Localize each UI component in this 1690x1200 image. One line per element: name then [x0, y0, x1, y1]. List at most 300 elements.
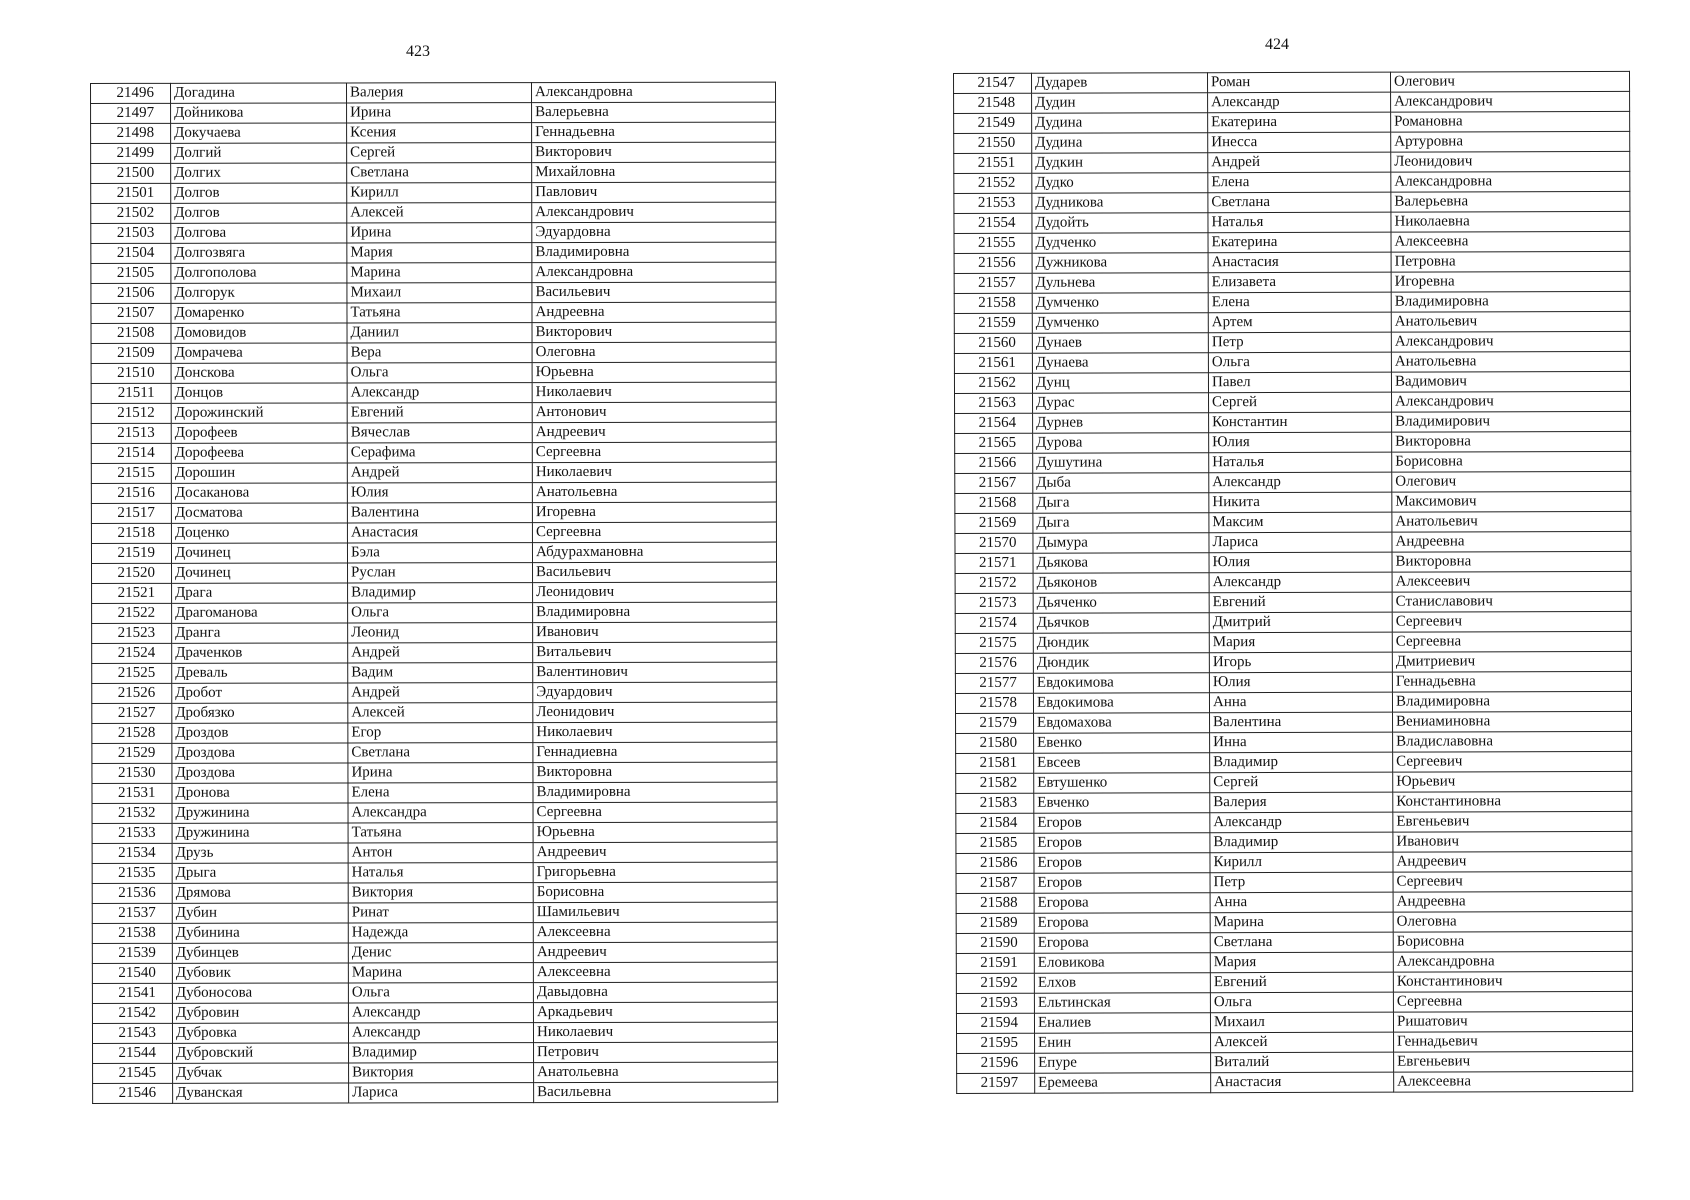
record-number-cell: 21582 — [956, 773, 1034, 793]
page-number-right: 424 — [1265, 36, 1289, 53]
record-number-cell: 21575 — [955, 633, 1033, 653]
table-row — [91, 262, 776, 283]
given-name-cell: Андрей — [348, 683, 533, 703]
given-name-cell: Наталья — [1208, 212, 1391, 233]
table-row — [954, 171, 1630, 193]
given-name-cell: Лариса — [349, 1083, 534, 1103]
record-number-cell: 21530 — [92, 763, 172, 783]
given-name-cell: Петр — [1210, 872, 1393, 893]
given-name-cell: Денис — [348, 943, 533, 963]
surname-cell: Дунаева — [1032, 353, 1208, 374]
surname-cell: Драченков — [172, 643, 348, 663]
given-name-cell: Евгений — [1209, 592, 1392, 613]
patronymic-cell: Иванович — [533, 622, 777, 643]
record-number-cell: 21580 — [956, 733, 1034, 753]
patronymic-cell: Григорьевна — [533, 862, 777, 883]
surname-cell: Драга — [172, 583, 348, 603]
table-row — [92, 942, 777, 963]
table-row — [92, 762, 777, 783]
table-row — [956, 991, 1632, 1013]
surname-cell: Еловикова — [1034, 953, 1210, 974]
table-row — [956, 771, 1632, 793]
surname-cell: Дорожинский — [171, 403, 347, 423]
patronymic-cell: Давыдовна — [533, 982, 777, 1003]
surname-cell: Дьячков — [1033, 613, 1209, 634]
table-row — [955, 431, 1631, 453]
surname-cell: Дубровский — [173, 1043, 349, 1063]
patronymic-cell: Юрьевич — [1393, 771, 1632, 792]
patronymic-cell: Андреевна — [532, 302, 776, 323]
table-row — [954, 231, 1630, 253]
given-name-cell: Татьяна — [348, 823, 533, 843]
table-row — [91, 182, 776, 203]
table-row — [955, 411, 1631, 433]
patronymic-cell: Владимирович — [1392, 411, 1631, 432]
table-row — [92, 862, 777, 883]
given-name-cell: Алексей — [348, 703, 533, 723]
table-row — [956, 891, 1632, 913]
surname-cell: Дудко — [1032, 173, 1208, 194]
given-name-cell: Марина — [348, 963, 533, 983]
patronymic-cell: Владимировна — [1392, 691, 1631, 712]
given-name-cell: Владимир — [349, 1043, 534, 1063]
record-number-cell: 21502 — [91, 203, 171, 223]
table-row — [92, 902, 777, 923]
table-row — [954, 351, 1630, 373]
table-row — [92, 1022, 777, 1043]
surname-cell: Долгова — [171, 223, 347, 243]
record-number-cell: 21548 — [954, 93, 1032, 113]
patronymic-cell: Петровна — [1391, 251, 1630, 272]
given-name-cell: Андрей — [1208, 152, 1391, 173]
given-name-cell: Максим — [1209, 512, 1392, 533]
record-number-cell: 21512 — [91, 403, 171, 423]
patronymic-cell: Евгеньевич — [1393, 811, 1632, 832]
surname-cell: Дудин — [1032, 93, 1208, 114]
page-number-left: 423 — [406, 43, 430, 60]
table-row — [956, 871, 1632, 893]
given-name-cell: Юлия — [1209, 672, 1392, 693]
given-name-cell: Александр — [1208, 92, 1391, 113]
record-number-cell: 21562 — [954, 373, 1032, 393]
record-number-cell: 21537 — [92, 903, 172, 923]
surname-cell: Дьяконов — [1033, 573, 1209, 594]
surname-cell: Елхов — [1034, 973, 1210, 994]
table-row — [955, 571, 1631, 593]
patronymic-cell: Сергеевна — [533, 802, 777, 823]
table-row — [92, 842, 777, 863]
record-number-cell: 21552 — [954, 173, 1032, 193]
record-number-cell: 21496 — [91, 83, 171, 103]
patronymic-cell: Борисовна — [1392, 451, 1631, 472]
patronymic-cell: Владимировна — [532, 242, 776, 263]
surname-cell: Дубинина — [172, 923, 348, 943]
record-number-cell: 21505 — [91, 263, 171, 283]
surname-cell: Дюндик — [1033, 633, 1209, 654]
table-row — [91, 242, 776, 263]
given-name-cell: Наталья — [348, 863, 533, 883]
surname-cell: Дойникова — [171, 103, 347, 123]
table-row — [955, 551, 1631, 573]
surname-cell: Егорова — [1034, 913, 1210, 934]
patronymic-cell: Викторовна — [1392, 431, 1631, 452]
record-number-cell: 21516 — [91, 483, 171, 503]
record-number-cell: 21558 — [954, 293, 1032, 313]
table-row — [93, 1042, 778, 1063]
given-name-cell: Александр — [1209, 572, 1392, 593]
table-row — [955, 691, 1631, 713]
record-number-cell: 21522 — [92, 603, 172, 623]
patronymic-cell: Александровна — [532, 82, 776, 103]
given-name-cell: Владимир — [1210, 832, 1393, 853]
surname-cell: Дунц — [1032, 373, 1208, 394]
surname-cell: Дударев — [1032, 73, 1208, 94]
record-number-cell: 21499 — [91, 143, 171, 163]
patronymic-cell: Викторович — [532, 142, 776, 163]
surname-cell: Егорова — [1034, 933, 1210, 954]
table-row — [92, 562, 777, 583]
record-number-cell: 21531 — [92, 783, 172, 803]
table-row — [91, 402, 776, 423]
record-number-cell: 21533 — [92, 823, 172, 843]
given-name-cell: Ольга — [347, 363, 532, 383]
table-row — [955, 531, 1631, 553]
surname-cell: Дудченко — [1032, 233, 1208, 254]
surname-cell: Евенко — [1034, 733, 1210, 754]
given-name-cell: Мария — [347, 243, 532, 263]
record-number-cell: 21574 — [955, 613, 1033, 633]
surname-cell: Дудина — [1032, 113, 1208, 134]
table-row — [92, 642, 777, 663]
given-name-cell: Татьяна — [347, 303, 532, 323]
record-number-cell: 21556 — [954, 253, 1032, 273]
patronymic-cell: Сергеевна — [1393, 991, 1632, 1012]
patronymic-cell: Леонидович — [533, 582, 777, 603]
table-row — [954, 251, 1630, 273]
table-row — [92, 682, 777, 703]
given-name-cell: Валерия — [1210, 792, 1393, 813]
table-row — [956, 971, 1632, 993]
table-row — [955, 591, 1631, 613]
surname-cell: Долгополова — [171, 263, 347, 283]
record-number-cell: 21566 — [955, 453, 1033, 473]
patronymic-cell: Анатольевич — [1391, 311, 1630, 332]
record-number-cell: 21564 — [955, 413, 1033, 433]
given-name-cell: Константин — [1209, 412, 1392, 433]
surname-cell: Дубровка — [172, 1023, 348, 1043]
table-row — [92, 1002, 777, 1023]
table-row — [956, 711, 1632, 733]
surname-cell: Енин — [1035, 1033, 1211, 1054]
surname-cell: Еналиев — [1034, 1013, 1210, 1034]
surname-cell: Доценко — [171, 523, 347, 543]
given-name-cell: Андрей — [347, 463, 532, 483]
table-row — [91, 142, 776, 163]
given-name-cell: Вячеслав — [347, 423, 532, 443]
record-number-cell: 21588 — [956, 893, 1034, 913]
surname-cell: Докучаева — [171, 123, 347, 143]
patronymic-cell: Васильевич — [533, 562, 777, 583]
patronymic-cell: Дмитриевич — [1392, 651, 1631, 672]
patronymic-cell: Алексеевна — [1394, 1071, 1633, 1092]
table-row — [92, 622, 777, 643]
surname-cell: Дурова — [1033, 433, 1209, 454]
given-name-cell: Вадим — [348, 663, 533, 683]
record-number-cell: 21595 — [957, 1033, 1035, 1053]
given-name-cell: Бэла — [347, 543, 532, 563]
patronymic-cell: Андреевич — [533, 942, 777, 963]
patronymic-cell: Николаевич — [532, 382, 776, 403]
given-name-cell: Марина — [1210, 912, 1393, 933]
given-name-cell: Кирилл — [1210, 852, 1393, 873]
table-row — [92, 922, 777, 943]
record-number-cell: 21506 — [91, 283, 171, 303]
table-row — [91, 542, 776, 563]
patronymic-cell: Викторович — [532, 322, 776, 343]
given-name-cell: Алексей — [1211, 1032, 1394, 1053]
given-name-cell: Александр — [347, 383, 532, 403]
table-row — [92, 802, 777, 823]
surname-cell: Дроздова — [172, 743, 348, 763]
given-name-cell: Екатерина — [1208, 232, 1391, 253]
given-name-cell: Ринат — [348, 903, 533, 923]
patronymic-cell: Юрьевна — [533, 822, 777, 843]
record-number-cell: 21586 — [956, 853, 1034, 873]
patronymic-cell: Андреевич — [1393, 851, 1632, 872]
surname-cell: Домовидов — [171, 323, 347, 343]
record-number-cell: 21511 — [91, 383, 171, 403]
patronymic-cell: Александрович — [1391, 91, 1630, 112]
record-number-cell: 21594 — [956, 1013, 1034, 1033]
patronymic-cell: Андреевич — [532, 422, 776, 443]
table-row — [92, 602, 777, 623]
given-name-cell: Павел — [1208, 372, 1391, 393]
record-number-cell: 21565 — [955, 433, 1033, 453]
surname-cell: Долгорук — [171, 283, 347, 303]
surname-cell: Дыба — [1033, 473, 1209, 494]
given-name-cell: Юлия — [1209, 432, 1392, 453]
patronymic-cell: Андреевна — [1392, 531, 1631, 552]
record-number-cell: 21584 — [956, 813, 1034, 833]
table-row — [91, 102, 776, 123]
given-name-cell: Елена — [1208, 172, 1391, 193]
roster-table-left — [90, 82, 778, 1104]
patronymic-cell: Игоревна — [532, 502, 776, 523]
table-row — [957, 1071, 1633, 1093]
record-number-cell: 21500 — [91, 163, 171, 183]
record-number-cell: 21524 — [92, 643, 172, 663]
patronymic-cell: Васильевич — [532, 282, 776, 303]
given-name-cell: Юлия — [347, 483, 532, 503]
surname-cell: Дудина — [1032, 133, 1208, 154]
surname-cell: Думченко — [1032, 293, 1208, 314]
patronymic-cell: Андреевна — [1393, 891, 1632, 912]
surname-cell: Долгозвяга — [171, 243, 347, 263]
given-name-cell: Сергей — [1210, 772, 1393, 793]
surname-cell: Досматова — [171, 503, 347, 523]
record-number-cell: 21577 — [955, 673, 1033, 693]
record-number-cell: 21572 — [955, 573, 1033, 593]
record-number-cell: 21581 — [956, 753, 1034, 773]
record-number-cell: 21527 — [92, 703, 172, 723]
given-name-cell: Андрей — [348, 643, 533, 663]
surname-cell: Дроздова — [172, 763, 348, 783]
patronymic-cell: Олеговна — [532, 342, 776, 363]
given-name-cell: Дмитрий — [1209, 612, 1392, 633]
given-name-cell: Анна — [1209, 692, 1392, 713]
record-number-cell: 21519 — [91, 543, 171, 563]
record-number-cell: 21585 — [956, 833, 1034, 853]
record-number-cell: 21592 — [956, 973, 1034, 993]
record-number-cell: 21498 — [91, 123, 171, 143]
record-number-cell: 21507 — [91, 303, 171, 323]
patronymic-cell: Анатольевна — [534, 1062, 778, 1083]
patronymic-cell: Ришатович — [1393, 1011, 1632, 1032]
table-row — [92, 822, 777, 843]
surname-cell: Дудникова — [1032, 193, 1208, 214]
patronymic-cell: Борисовна — [1393, 931, 1632, 952]
record-number-cell: 21551 — [954, 153, 1032, 173]
record-number-cell: 21559 — [954, 313, 1032, 333]
record-number-cell: 21504 — [91, 243, 171, 263]
surname-cell: Догадина — [171, 83, 347, 103]
table-row — [91, 82, 776, 103]
table-row — [91, 162, 776, 183]
given-name-cell: Руслан — [348, 563, 533, 583]
record-number-cell: 21576 — [955, 653, 1033, 673]
given-name-cell: Виталий — [1211, 1052, 1394, 1073]
surname-cell: Дымура — [1033, 533, 1209, 554]
surname-cell: Дыга — [1033, 513, 1209, 534]
surname-cell: Дьякова — [1033, 553, 1209, 574]
surname-cell: Донцов — [171, 383, 347, 403]
given-name-cell: Антон — [348, 843, 533, 863]
given-name-cell: Юлия — [1209, 552, 1392, 573]
record-number-cell: 21583 — [956, 793, 1034, 813]
surname-cell: Егоров — [1034, 853, 1210, 874]
record-number-cell: 21597 — [957, 1073, 1035, 1093]
given-name-cell: Егор — [348, 723, 533, 743]
table-row — [91, 322, 776, 343]
patronymic-cell: Васильевна — [534, 1082, 778, 1103]
given-name-cell: Серафима — [347, 443, 532, 463]
record-number-cell: 21503 — [91, 223, 171, 243]
patronymic-cell: Владиславовна — [1393, 731, 1632, 752]
surname-cell: Думченко — [1032, 313, 1208, 334]
table-row — [955, 451, 1631, 473]
given-name-cell: Елизавета — [1208, 272, 1391, 293]
surname-cell: Дульнева — [1032, 273, 1208, 294]
given-name-cell: Инна — [1210, 732, 1393, 753]
table-row — [92, 702, 777, 723]
surname-cell: Егорова — [1034, 893, 1210, 914]
given-name-cell: Лариса — [1209, 532, 1392, 553]
patronymic-cell: Сергеевна — [532, 442, 776, 463]
given-name-cell: Владимир — [1210, 752, 1393, 773]
table-row — [954, 291, 1630, 313]
surname-cell: Дорошин — [171, 463, 347, 483]
record-number-cell: 21579 — [956, 713, 1034, 733]
patronymic-cell: Николаевич — [533, 722, 777, 743]
given-name-cell: Сергей — [1209, 392, 1392, 413]
patronymic-cell: Константинович — [1393, 971, 1632, 992]
surname-cell: Дробот — [172, 683, 348, 703]
table-row — [92, 722, 777, 743]
record-number-cell: 21514 — [91, 443, 171, 463]
table-row — [955, 511, 1631, 533]
record-number-cell: 21561 — [954, 353, 1032, 373]
given-name-cell: Светлана — [1210, 932, 1393, 953]
patronymic-cell: Геннадиевна — [533, 742, 777, 763]
record-number-cell: 21593 — [956, 993, 1034, 1013]
table-row — [955, 391, 1631, 413]
given-name-cell: Анастасия — [1211, 1072, 1394, 1093]
patronymic-cell: Алексеевич — [1392, 571, 1631, 592]
surname-cell: Домаренко — [171, 303, 347, 323]
record-number-cell: 21534 — [92, 843, 172, 863]
record-number-cell: 21535 — [92, 863, 172, 883]
surname-cell: Дрыга — [172, 863, 348, 883]
record-number-cell: 21578 — [955, 693, 1033, 713]
table-row — [92, 882, 777, 903]
given-name-cell: Виктория — [349, 1063, 534, 1083]
record-number-cell: 21568 — [955, 493, 1033, 513]
given-name-cell: Надежда — [348, 923, 533, 943]
surname-cell: Епуре — [1035, 1053, 1211, 1074]
table-row — [956, 911, 1632, 933]
patronymic-cell: Александрович — [1392, 391, 1631, 412]
given-name-cell: Ольга — [348, 983, 533, 1003]
surname-cell: Дружинина — [172, 823, 348, 843]
patronymic-cell: Абдурахмановна — [532, 542, 776, 563]
table-row — [954, 151, 1630, 173]
patronymic-cell: Иванович — [1393, 831, 1632, 852]
given-name-cell: Марина — [347, 263, 532, 283]
table-row — [956, 1011, 1632, 1033]
surname-cell: Друзь — [172, 843, 348, 863]
surname-cell: Домрачева — [171, 343, 347, 363]
patronymic-cell: Викторовна — [533, 762, 777, 783]
given-name-cell: Ирина — [347, 103, 532, 123]
patronymic-cell: Олегович — [1392, 471, 1631, 492]
table-row — [956, 831, 1632, 853]
patronymic-cell: Анатольевич — [1392, 511, 1631, 532]
given-name-cell: Елена — [348, 783, 533, 803]
record-number-cell: 21517 — [91, 503, 171, 523]
patronymic-cell: Петрович — [534, 1042, 778, 1063]
patronymic-cell: Андреевич — [533, 842, 777, 863]
patronymic-cell: Викторовна — [1392, 551, 1631, 572]
table-row — [956, 951, 1632, 973]
given-name-cell: Ольга — [1208, 352, 1391, 373]
patronymic-cell: Вениаминовна — [1393, 711, 1632, 732]
surname-cell: Душутина — [1033, 453, 1209, 474]
given-name-cell: Елена — [1208, 292, 1391, 313]
surname-cell: Дубоносова — [172, 983, 348, 1003]
patronymic-cell: Алексеевна — [1391, 231, 1630, 252]
given-name-cell: Никита — [1209, 492, 1392, 513]
table-row — [956, 751, 1632, 773]
surname-cell: Евченко — [1034, 793, 1210, 814]
record-number-cell: 21563 — [955, 393, 1033, 413]
patronymic-cell: Шамильевич — [533, 902, 777, 923]
patronymic-cell: Евгеньевич — [1394, 1051, 1633, 1072]
given-name-cell: Евгений — [1210, 972, 1393, 993]
patronymic-cell: Алексеевна — [533, 922, 777, 943]
patronymic-cell: Юрьевна — [532, 362, 776, 383]
given-name-cell: Михаил — [347, 283, 532, 303]
table-row — [91, 122, 776, 143]
